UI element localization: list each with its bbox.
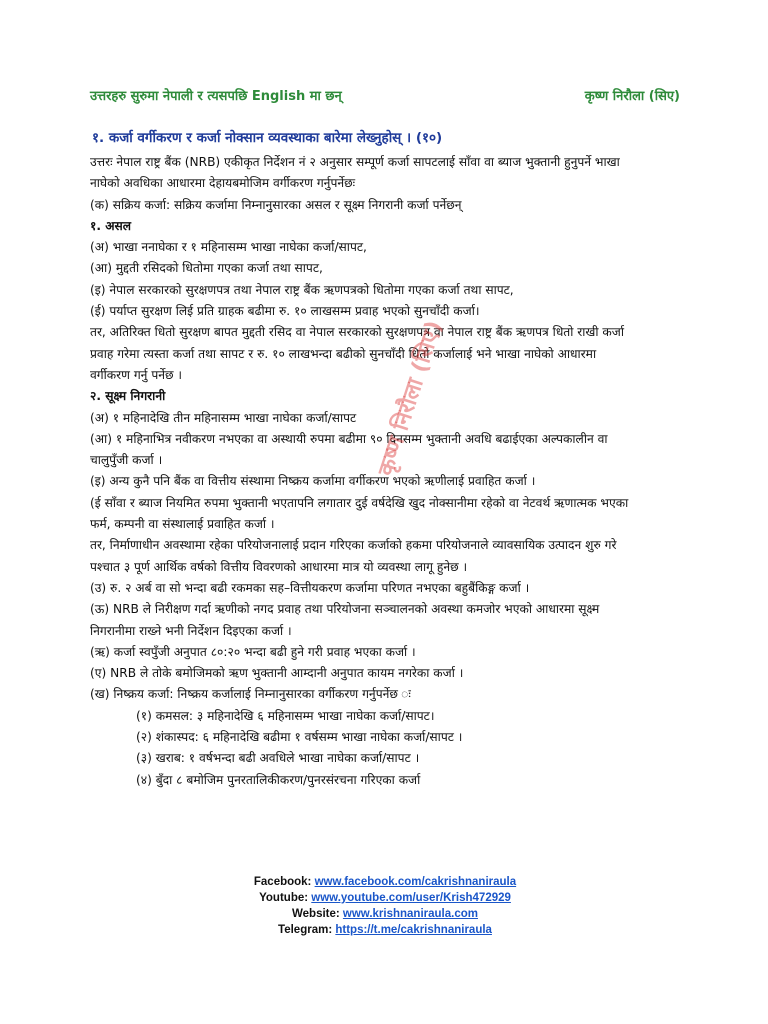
text-line: (ऋ) कर्जा स्वपुँजी अनुपात ८०:२० भन्दा बढी हुने गरी प्रवाह भएका कर्जा । [90, 644, 416, 659]
text-line: १. असल [90, 218, 132, 233]
watermark-stamp: कृष्ण निरौला (सिए) [373, 317, 448, 479]
footer-telegram-row [200, 922, 570, 938]
text-line: (२) शंकास्पद: ६ महिनादेखि बढीमा १ वर्षसम्म भाखा नाघेका कर्जा/सापट । [136, 730, 463, 745]
facebook-label: Facebook: [253, 876, 312, 888]
text-line: नाघेको अवधिका आधारमा देहायबमोजिम वर्गीकरण गर्नुपर्नेछः [90, 176, 356, 191]
text-line: प्रवाह गरेमा त्यस्ता कर्जा तथा सापट र रु. १० लाखभन्दा बढीको सुनचाँदी धितो कर्जालाई भने भाखा नाघेको आधारमा [90, 346, 597, 361]
text-line: (इ) नेपाल सरकारको सुरक्षणपत्र तथा नेपाल राष्ट्र बैंक ऋणपत्रको धितोमा गएका कर्जा तथा सापट, [90, 282, 514, 297]
text-line: (उ) रु. २ अर्ब वा सो भन्दा बढी रकमका सह–वित्तीयकरण कर्जामा परिणत नभएका बहुबैंकिङ्ग कर्जा । [90, 580, 530, 595]
text-line: (अ) भाखा ननाघेका र १ महिनासम्म भाखा नाघेका कर्जा/सापट, [90, 240, 367, 255]
text-line: चालुपुँजी कर्जा । [90, 453, 163, 468]
website-label: Website: [292, 908, 340, 920]
page-header [90, 86, 690, 110]
text-line: (४) बुँदा ८ बमोजिम पुनरतालिकीकरण/पुनरसंरचना गरिएका कर्जा [136, 772, 421, 787]
text-line: पश्चात ३ पूर्ण आर्थिक वर्षको वित्तीय विवरणको आधारमा मात्र यो व्यवस्था लागू हुनेछ । [90, 559, 468, 574]
contact-footer [200, 874, 570, 938]
text-line: उत्तरः नेपाल राष्ट्र बैंक (NRB) एकीकृत निर्देशन नं २ अनुसार सम्पूर्ण कर्जा सापटलाई साँवा वा ब्याज भुक्तानी हुनुपर्ने भाखा [90, 155, 620, 169]
text-line: (१) कमसल: ३ महिनादेखि ६ महिनासम्म भाखा नाघेका कर्जा/सापट। [136, 708, 435, 723]
text-line: (ख) निष्क्रय कर्जा: निष्क्रय कर्जालाई निम्नानुसारका वर्गीकरण गर्नुपर्नेछ ः [90, 687, 411, 702]
website-link[interactable]: www.krishnaniraula.com [342, 908, 478, 920]
text-line: तर, अतिरिक्त धितो सुरक्षण बापत मुद्दती रसिद वा नेपाल सरकारको सुरक्षणपत्र वा नेपाल राष्ट्र बैंक ऋणपत्र धितो राखी कर्जा [90, 325, 624, 340]
text-line: वर्गीकरण गर्नु पर्नेछ । [90, 367, 183, 382]
text-line: (ए) NRB ले तोके बमोजिमको ऋण भुक्तानी आम्दानी अनुपात कायम नगरेका कर्जा । [90, 666, 464, 681]
text-line: (ऊ) NRB ले निरीक्षण गर्दा ऋणीको नगद प्रवाह तथा परियोजना सञ्चालनको अवस्था कमजोर भएको आधारमा सूक्ष्म [90, 602, 600, 617]
footer-youtube-row [200, 890, 570, 906]
text-line: (इ) अन्य कुनै पनि बैंक वा वित्तीय संस्थामा निष्क्रय कर्जामा वर्गीकरण भएको ऋणीलाई प्रवाहित कर्जा । [90, 474, 536, 489]
text-line: (आ) मुद्दती रसिदको धितोमा गएका कर्जा तथा सापट, [90, 261, 323, 276]
text-line: (आ) १ महिनाभित्र नवीकरण नभएका वा अस्थायी रुपमा बढीमा ९० दिनसम्म भुक्तानी अवधि बढाईएका अल्पकालीन वा [90, 431, 608, 446]
text-line: (ई) पर्याप्त सुरक्षण लिई प्रति ग्राहक बढीमा रु. १० लाखसम्म प्रवाह भएको सुनचाँदी कर्जा। [90, 304, 480, 319]
youtube-label: Youtube: [259, 892, 309, 904]
footer-facebook-row [200, 874, 570, 890]
facebook-link[interactable]: www.facebook.com/cakrishnaniraula [314, 876, 517, 888]
telegram-link[interactable]: https://t.me/cakrishnaniraula [335, 924, 492, 936]
answer-body [90, 152, 690, 791]
text-line: (क) सक्रिय कर्जा: सक्रिय कर्जामा निम्नानुसारका असल र सूक्ष्म निगरानी कर्जा पर्नेछन् [90, 197, 462, 212]
header-note: उत्तरहरु सुरुमा नेपाली र त्यसपछि English मा छन् [90, 89, 342, 104]
telegram-label: Telegram: [278, 924, 333, 936]
text-line: २. सूक्ष्म निगरानी [90, 389, 166, 404]
text-line: निगरानीमा राख्ने भनी निर्देशन दिइएका कर्जा । [90, 623, 292, 638]
youtube-link[interactable]: www.youtube.com/user/Krish472929 [311, 892, 511, 904]
text-line: (अ) १ महिनादेखि तीन महिनासम्म भाखा नाघेका कर्जा/सापट [90, 410, 357, 425]
author-name: कृष्ण निरौला (सिए) [584, 89, 680, 104]
text-line: (३) खराब: १ वर्षभन्दा बढी अवधिले भाखा नाघेका कर्जा/सापट । [136, 751, 420, 766]
text-line: फर्म, कम्पनी वा संस्थालाई प्रवाहित कर्जा । [90, 517, 275, 532]
text-line: (ई साँवा र ब्याज नियमित रुपमा भुक्तानी भएतापनि लगातार दुई वर्षदेखि खुद नोक्सानीमा रहेको वा नेटवर्थ ऋणात्मक भएका [90, 495, 629, 510]
text-line: तर, निर्माणाधीन अवस्थामा रहेका परियोजनालाई प्रदान गरिएका कर्जाको हकमा परियोजनाले व्यावसायिक उत्पादन शुरु गरे [90, 538, 617, 553]
footer-website-row [200, 906, 570, 922]
question-heading: १. कर्जा वर्गीकरण र कर्जा नोक्सान व्यवस्थाका बारेमा लेख्नुहोस् । (१०) [92, 130, 443, 146]
